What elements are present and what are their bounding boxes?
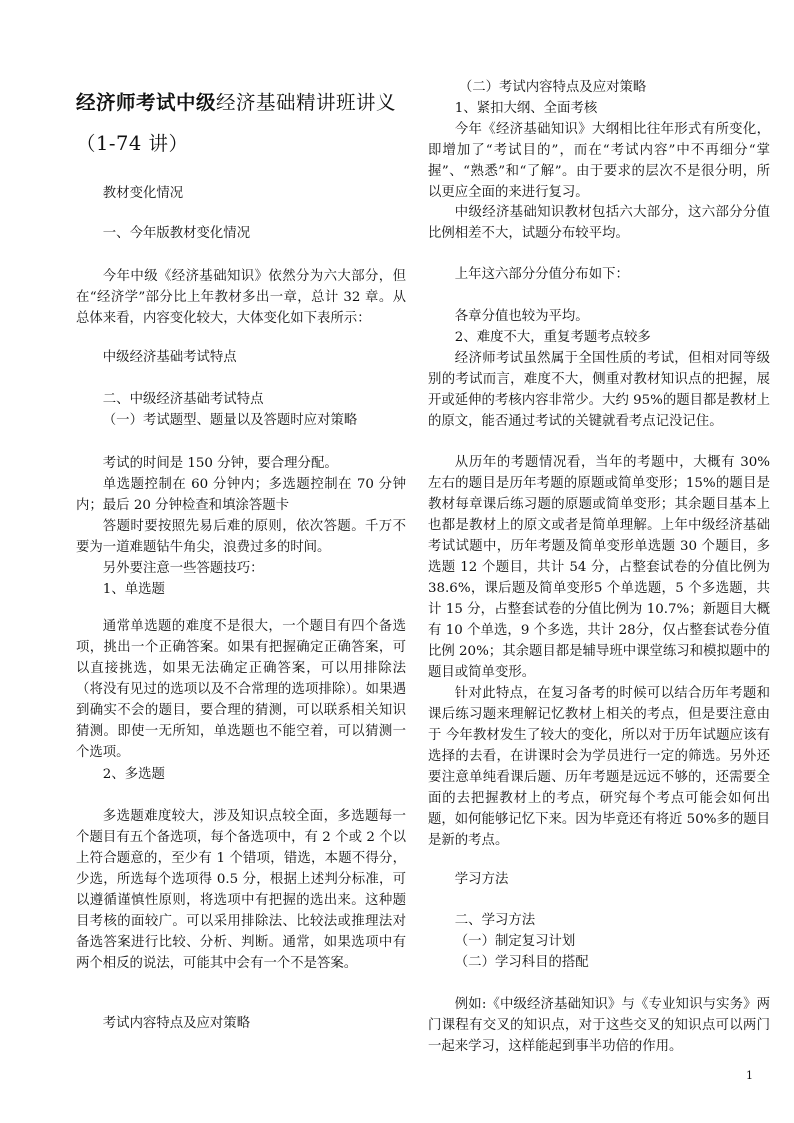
paragraph-exam-time: 考试的时间是 150 分钟，要合理分配。 [102, 456, 338, 471]
section-heading-study-method: 二、学习方法 [454, 913, 536, 928]
heading-exam-features: 中级经济基础考试特点 [102, 350, 237, 365]
paragraph-review-strategy: 针对此特点，在复习备考的时候可以结合历年考题和课后练习题来理解记忆教材上相关的考点，但是要注意由于 今年教材发生了较大的变化，所以对于历年试题应该有选择的去看，在讲课时会为学员进行一定的筛选。另外还要注意单纯看课后题、历年考题是远远不够的，还需要全面的去把握教材上的考点，研究每个考点可能会如何出题，如何能够记忆下来。因为毕竟还有将近 50%多的题目是新的考点。 [428, 686, 771, 848]
paragraph-last-year-distribution: 上年这六部分分值分布如下： [454, 267, 629, 282]
heading-study-method: 学习方法 [454, 872, 509, 887]
paragraph-changes: 今年中级《经济基础知识》依然分为六大部分，但在“经济学”部分比上年教材多出一章，总计 32 章。从总体来看，内容变化较大，大体变化如下表所示： [76, 269, 406, 326]
heading-textbook-changes: 教材变化情况 [102, 186, 184, 201]
paragraph-example: 例如:《中级经济基础知识》与《专业知识与实务》两门课程有交叉的知识点，对于这些交叉的知识点可以两门一起来学习，这样能起到事半功倍的作用。 [428, 997, 770, 1054]
paragraph-history-stats: 从历年的考题情况看，当年的考题中，大概有 30%左右的题目是历年考题的原题或简单变形；15%的题目是教材每章课后练习题的原题或简单变形；其余题目基本上也都是教材上的原文或者是简单理解。上年中级经济基础考试试题中，历年考题及简单变形单选题 30 个题目，多选题 12 个题目，共计 54 分，占整套试卷的分值比例为38.6%，课后题及简单变形5 个单选题，5 个多选题，共计 15 分，占整套试卷的分值比例为 10.7%；新题目大概有 10 个单选，9 个多选，共计 28分，仅占整套试卷分值比例 20%；其余题目都是辅导班中课堂练习和模拟题中的题目或简单变形。 [428, 455, 771, 680]
paragraph-six-parts: 中级经济基础知识教材包括六大部分，这六部分分值比例相差不大，试题分布较平均。 [428, 205, 770, 241]
heading-exam-content: 考试内容特点及应对策略 [102, 1016, 251, 1031]
page-number: 1 [746, 1069, 753, 1082]
paragraph-single-choice: 通常单选题的难度不是很大，一个题目有四个备选项，挑出一个正确答案。如果有把握确定正确答案，可以直接挑选，如果无法确定正确答案，可以用排除法（将没有见过的选项以及不合常理的选项排除）。如果遇到确实不会的题目，要合理的猜测，可以联系相关知识猜测。即使一无所知，单选题也不能空着，可以猜测一个选项。 [76, 619, 406, 760]
title-bold-part: 经济师考试中级 [76, 91, 217, 114]
subsection-heading-1: （一）考试题型、题量以及答题时应对策略 [102, 413, 358, 428]
item-difficulty: 2、难度不大，重复考题考点较多 [454, 330, 651, 345]
section-heading-2: 二、中级经济基础考试特点 [102, 392, 264, 407]
subsection-heading-2: （二）考试内容特点及应对策略 [458, 80, 647, 95]
section-heading-1: 一、今年版教材变化情况 [102, 226, 251, 241]
method-item-subjects: （二）学习科目的搭配 [454, 955, 589, 970]
paragraph-national-exam: 经济师考试虽然属于全国性质的考试，但相对同等级别的考试而言，难度不大，侧重对教材知识点的把握，展开或延伸的考核内容非常少。大约 95%的题目都是教材上的原文，能否通过考试的关键就看考点记没记住。 [428, 351, 771, 429]
title-rest-part: 经济基础精讲班讲义（1-74 讲） [76, 91, 397, 155]
paragraph-time-control: 单选题控制在 60 分钟内；多选题控制在 70 分钟内；最后 20 分钟检查和填涂答题卡 [76, 477, 406, 513]
paragraph-tips: 另外要注意一些答题技巧： [102, 561, 264, 576]
document-title [76, 82, 406, 164]
paragraph-chapter-average: 各章分值也较为平均。 [454, 309, 589, 324]
item-syllabus: 1、紧扣大纲、全面考核 [454, 101, 598, 116]
paragraph-syllabus: 今年《经济基础知识》大纲相比往年形式有所变化，即增加了“考试目的”，而在“考试内容”中不再细分“掌握”、“熟悉”和“了解”。由于要求的层次不是很分明，所以更应全面的来进行复习。 [428, 122, 770, 200]
paragraph-multiple-choice: 多选题难度较大，涉及知识点较全面，多选题每一个题目有五个备选项，每个备选项中，有 2 个或 2 个以上符合题意的，至少有 1 个错项，错选，本题不得分，少选，所选每个选项得 0.5 分，根据上述判分标准，可以遵循谨慎性原则，将选项中有把握的选出来。这种题目考核的面较广。可以采用排除法、比较法或推理法对备选答案进行比较、分析、判断。通常，如果选项中有两个相反的说法，可能其中会有一个不是答案。 [76, 809, 406, 971]
item-single-choice: 1、单选题 [102, 582, 165, 597]
item-multiple-choice: 2、多选题 [102, 767, 165, 782]
method-item-plan: （一）制定复习计划 [454, 934, 576, 949]
paragraph-answer-order: 答题时要按照先易后难的原则，依次答题。千万不要为一道难题钻牛角尖，浪费过多的时间。 [76, 519, 406, 555]
